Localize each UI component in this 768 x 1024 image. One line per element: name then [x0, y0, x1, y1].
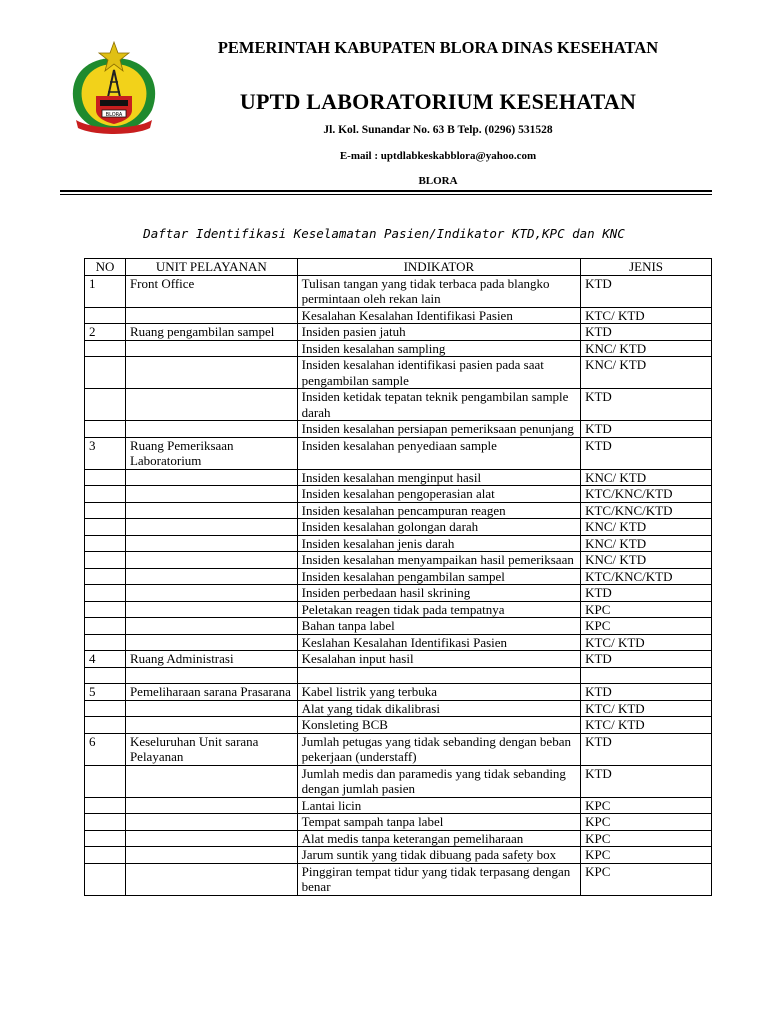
- cell-indikator: Insiden pasien jatuh: [297, 324, 580, 341]
- table-row: [85, 765, 712, 797]
- cell-no: [85, 307, 126, 324]
- table-row: [85, 634, 712, 651]
- table-row: [85, 340, 712, 357]
- header-indikator: INDIKATOR: [297, 259, 580, 276]
- cell-no: [85, 700, 126, 717]
- header-lab-name: UPTD LABORATORIUM KESEHATAN: [239, 89, 637, 114]
- cell-indikator: Tulisan tangan yang tidak terbaca pada blangko permintaan oleh rekan lain: [297, 275, 580, 307]
- cell-no: [85, 618, 126, 635]
- table-body: [85, 275, 712, 895]
- table-row: [85, 651, 712, 668]
- cell-indikator: Jarum suntik yang tidak dibuang pada safety box: [297, 847, 580, 864]
- table-row: [85, 700, 712, 717]
- cell-unit: [125, 700, 297, 717]
- cell-jenis: KTD: [581, 437, 712, 469]
- table-row: [85, 667, 712, 684]
- cell-unit: [125, 357, 297, 389]
- cell-unit: [125, 814, 297, 831]
- cell-jenis: KTD: [581, 324, 712, 341]
- cell-unit: [125, 389, 297, 421]
- cell-no: [85, 519, 126, 536]
- cell-jenis: KTC/KNC/KTD: [581, 502, 712, 519]
- blora-emblem-logo: [62, 40, 166, 136]
- cell-unit: [125, 585, 297, 602]
- table-header-row: [85, 259, 712, 276]
- cell-no: [85, 717, 126, 734]
- document-title: Daftar Identifikasi Keselamatan Pasien/Indikator KTD,KPC dan KNC: [143, 226, 625, 241]
- table-row: [85, 830, 712, 847]
- header-government-line: PEMERINTAH KABUPATEN BLORA DINAS KESEHATAN: [217, 38, 659, 57]
- cell-indikator: Alat medis tanpa keterangan pemeliharaan: [297, 830, 580, 847]
- table-row: [85, 519, 712, 536]
- table-row: [85, 568, 712, 585]
- cell-indikator: Insiden kesalahan penyediaan sample: [297, 437, 580, 469]
- cell-jenis: KPC: [581, 814, 712, 831]
- cell-no: [85, 535, 126, 552]
- cell-jenis: KTC/KNC/KTD: [581, 568, 712, 585]
- cell-no: [85, 486, 126, 503]
- cell-indikator: Tempat sampah tanpa label: [297, 814, 580, 831]
- cell-jenis: KTC/KNC/KTD: [581, 486, 712, 503]
- cell-indikator: Konsleting BCB: [297, 717, 580, 734]
- table-row: [85, 486, 712, 503]
- cell-no: [85, 552, 126, 569]
- cell-no: [85, 502, 126, 519]
- cell-no: [85, 357, 126, 389]
- cell-unit: [125, 830, 297, 847]
- cell-indikator: Jumlah medis dan paramedis yang tidak sebanding dengan jumlah pasien: [297, 765, 580, 797]
- cell-no: [85, 667, 126, 684]
- table-row: [85, 502, 712, 519]
- cell-jenis: KTD: [581, 765, 712, 797]
- cell-indikator: [297, 667, 580, 684]
- table-row: [85, 847, 712, 864]
- cell-jenis: KTC/ KTD: [581, 307, 712, 324]
- cell-no: [85, 568, 126, 585]
- cell-jenis: KTD: [581, 585, 712, 602]
- cell-unit: [125, 340, 297, 357]
- table-row: [85, 618, 712, 635]
- cell-jenis: KPC: [581, 797, 712, 814]
- cell-jenis: KTD: [581, 684, 712, 701]
- cell-indikator: Insiden kesalahan pencampuran reagen: [297, 502, 580, 519]
- cell-indikator: Keslahan Kesalahan Identifikasi Pasien: [297, 634, 580, 651]
- cell-indikator: Insiden kesalahan pengambilan sampel: [297, 568, 580, 585]
- cell-indikator: Insiden ketidak tepatan teknik pengambilan sample darah: [297, 389, 580, 421]
- table-row: [85, 585, 712, 602]
- cell-unit: [125, 634, 297, 651]
- header-email: E-mail : uptdlabkeskabblora@yahoo.com: [339, 150, 537, 162]
- cell-unit: [125, 601, 297, 618]
- cell-no: [85, 634, 126, 651]
- cell-jenis: KNC/ KTD: [581, 340, 712, 357]
- cell-no: 4: [85, 651, 126, 668]
- cell-unit: [125, 502, 297, 519]
- cell-indikator: Alat yang tidak dikalibrasi: [297, 700, 580, 717]
- cell-jenis: KNC/ KTD: [581, 552, 712, 569]
- cell-no: 5: [85, 684, 126, 701]
- cell-no: [85, 421, 126, 438]
- cell-unit: [125, 469, 297, 486]
- cell-indikator: Peletakan reagen tidak pada tempatnya: [297, 601, 580, 618]
- cell-unit: Ruang pengambilan sampel: [125, 324, 297, 341]
- cell-indikator: Insiden kesalahan menginput hasil: [297, 469, 580, 486]
- cell-unit: [125, 797, 297, 814]
- cell-indikator: Insiden kesalahan pengoperasian alat: [297, 486, 580, 503]
- cell-indikator: Insiden kesalahan menyampaikan hasil pemeriksaan: [297, 552, 580, 569]
- cell-jenis: KNC/ KTD: [581, 535, 712, 552]
- header-address: Jl. Kol. Sunandar No. 63 B Telp. (0296) 531528: [323, 124, 553, 136]
- cell-no: [85, 863, 126, 895]
- cell-jenis: [581, 667, 712, 684]
- cell-no: [85, 585, 126, 602]
- cell-jenis: KTC/ KTD: [581, 700, 712, 717]
- table-row: [85, 307, 712, 324]
- cell-jenis: KPC: [581, 847, 712, 864]
- table-row: [85, 863, 712, 895]
- cell-jenis: KPC: [581, 830, 712, 847]
- table-row: [85, 814, 712, 831]
- cell-no: 3: [85, 437, 126, 469]
- table-row: [85, 797, 712, 814]
- table-row: [85, 601, 712, 618]
- cell-indikator: Bahan tanpa label: [297, 618, 580, 635]
- table-row: [85, 469, 712, 486]
- cell-no: [85, 469, 126, 486]
- header-city: BLORA: [418, 175, 458, 187]
- table-row: [85, 437, 712, 469]
- cell-unit: Keseluruhan Unit sarana Pelayanan: [125, 733, 297, 765]
- cell-no: 2: [85, 324, 126, 341]
- cell-jenis: KTD: [581, 275, 712, 307]
- cell-unit: [125, 486, 297, 503]
- header-jenis: JENIS: [581, 259, 712, 276]
- cell-unit: [125, 717, 297, 734]
- cell-unit: [125, 552, 297, 569]
- cell-jenis: KNC/ KTD: [581, 469, 712, 486]
- cell-unit: [125, 618, 297, 635]
- cell-no: [85, 340, 126, 357]
- cell-unit: Pemeliharaan sarana Prasarana: [125, 684, 297, 701]
- cell-unit: Ruang Administrasi: [125, 651, 297, 668]
- cell-no: [85, 814, 126, 831]
- cell-indikator: Insiden perbedaan hasil skrining: [297, 585, 580, 602]
- cell-unit: [125, 765, 297, 797]
- cell-unit: [125, 421, 297, 438]
- table-row: [85, 684, 712, 701]
- cell-jenis: KPC: [581, 863, 712, 895]
- cell-indikator: Insiden kesalahan sampling: [297, 340, 580, 357]
- cell-jenis: KTC/ KTD: [581, 717, 712, 734]
- cell-jenis: KTD: [581, 389, 712, 421]
- cell-no: [85, 830, 126, 847]
- cell-indikator: Pinggiran tempat tidur yang tidak terpasang dengan benar: [297, 863, 580, 895]
- header-rule-thin: [60, 194, 712, 195]
- cell-indikator: Insiden kesalahan jenis darah: [297, 535, 580, 552]
- table-row: [85, 717, 712, 734]
- cell-jenis: KTC/ KTD: [581, 634, 712, 651]
- cell-unit: [125, 307, 297, 324]
- cell-unit: Ruang Pemeriksaan Laboratorium: [125, 437, 297, 469]
- cell-unit: [125, 519, 297, 536]
- cell-no: [85, 765, 126, 797]
- cell-unit: [125, 847, 297, 864]
- cell-indikator: Insiden kesalahan golongan darah: [297, 519, 580, 536]
- table-row: [85, 535, 712, 552]
- cell-indikator: Jumlah petugas yang tidak sebanding dengan beban pekerjaan (understaff): [297, 733, 580, 765]
- cell-no: [85, 389, 126, 421]
- cell-unit: [125, 667, 297, 684]
- header-no: NO: [85, 259, 126, 276]
- header-rule-thick: [60, 190, 712, 192]
- cell-jenis: KTD: [581, 421, 712, 438]
- cell-indikator: Kesalahan Kesalahan Identifikasi Pasien: [297, 307, 580, 324]
- cell-jenis: KPC: [581, 601, 712, 618]
- table-row: [85, 357, 712, 389]
- cell-jenis: KNC/ KTD: [581, 357, 712, 389]
- cell-jenis: KTD: [581, 733, 712, 765]
- cell-indikator: Insiden kesalahan identifikasi pasien pada saat pengambilan sample: [297, 357, 580, 389]
- table-row: [85, 421, 712, 438]
- cell-indikator: Insiden kesalahan persiapan pemeriksaan penunjang: [297, 421, 580, 438]
- cell-unit: [125, 568, 297, 585]
- indicator-table: [84, 258, 712, 896]
- cell-no: 1: [85, 275, 126, 307]
- cell-unit: [125, 535, 297, 552]
- cell-no: [85, 847, 126, 864]
- cell-jenis: KNC/ KTD: [581, 519, 712, 536]
- cell-indikator: Lantai licin: [297, 797, 580, 814]
- table-row: [85, 324, 712, 341]
- cell-unit: Front Office: [125, 275, 297, 307]
- table-row: [85, 275, 712, 307]
- cell-no: 6: [85, 733, 126, 765]
- header-unit: UNIT PELAYANAN: [125, 259, 297, 276]
- cell-unit: [125, 863, 297, 895]
- cell-jenis: KPC: [581, 618, 712, 635]
- cell-no: [85, 601, 126, 618]
- cell-jenis: KTD: [581, 651, 712, 668]
- table-row: [85, 733, 712, 765]
- table-row: [85, 552, 712, 569]
- cell-indikator: Kesalahan input hasil: [297, 651, 580, 668]
- table-row: [85, 389, 712, 421]
- cell-indikator: Kabel listrik yang terbuka: [297, 684, 580, 701]
- cell-no: [85, 797, 126, 814]
- logo-banner-text: BLORA: [105, 112, 123, 118]
